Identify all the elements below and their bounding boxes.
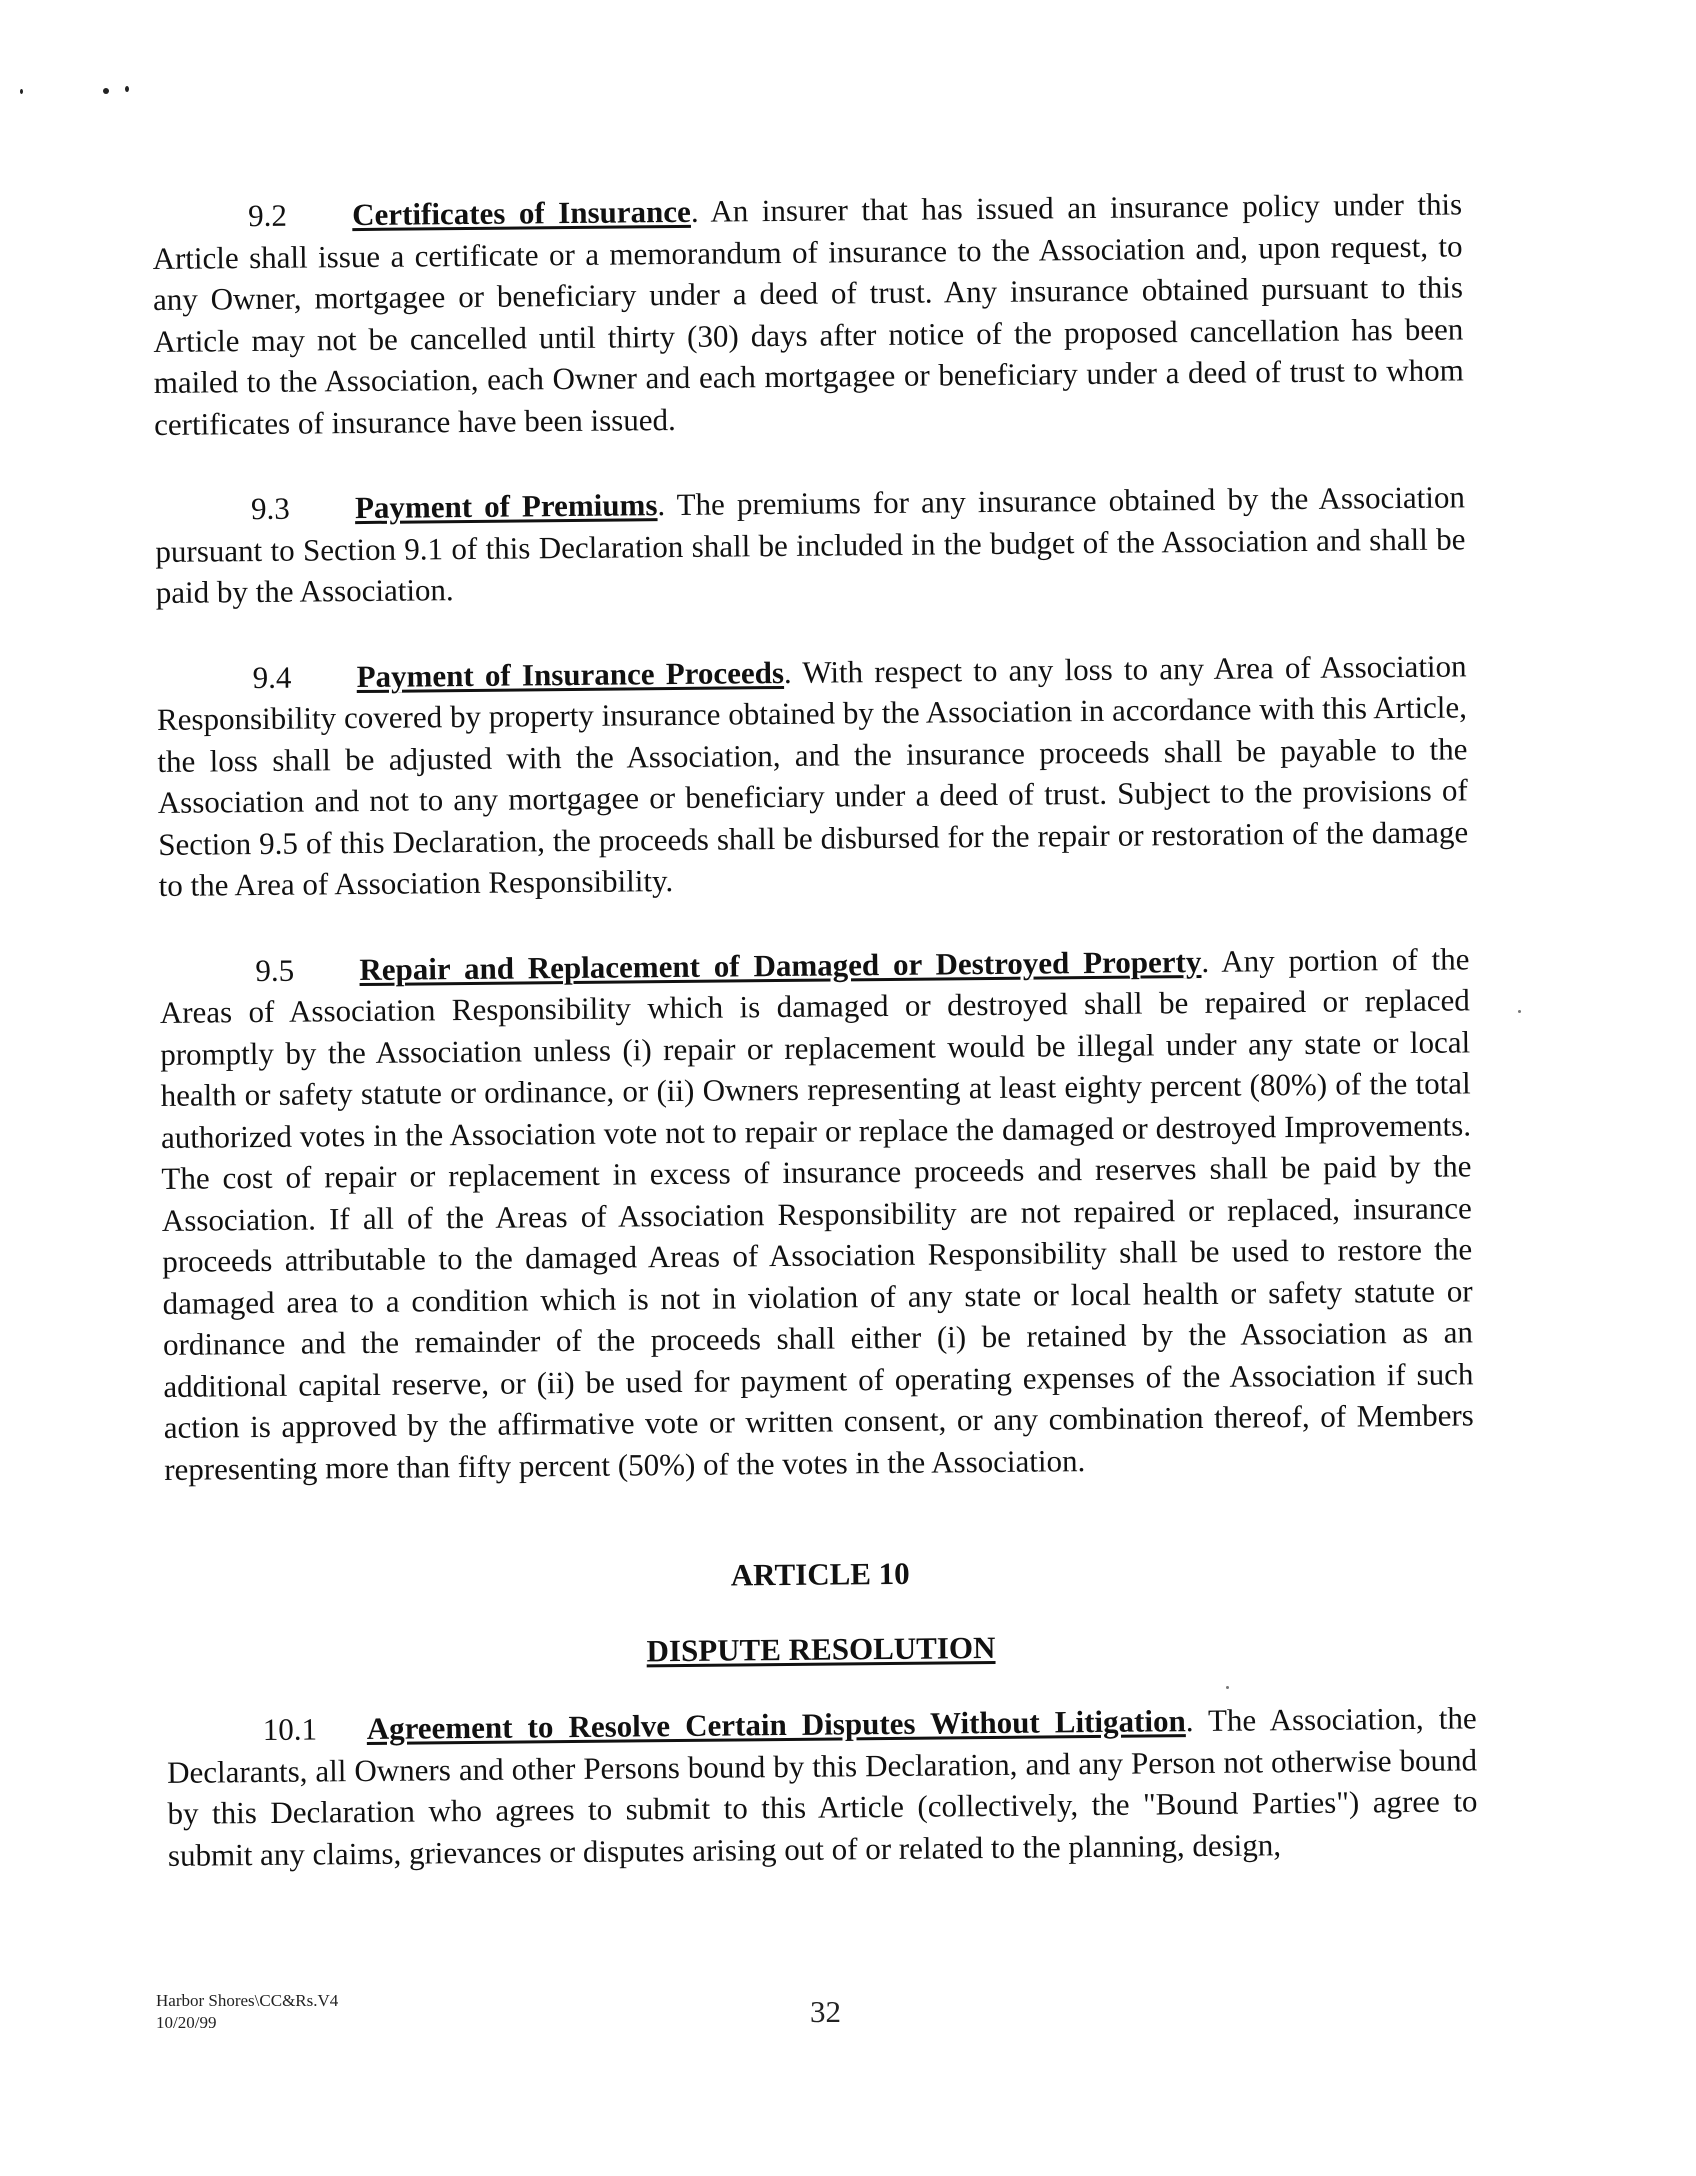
article-subheading: DISPUTE RESOLUTION	[646, 1629, 996, 1669]
section-number: 9.3	[250, 490, 290, 527]
section-title: Payment of Premiums	[354, 487, 658, 526]
page-number: 32	[810, 1994, 841, 2029]
section-text: . An insurer that has issued an insurance policy under this Article shall issue a certificate or a memorandum of insurance to the Association and, upon request, to any Owner, mortgagee or beneficiary under a deed of trust. Any insurance obtained pursuant to this Article may not be cancelled until thirty (30) days after notice of the proposed cancellation has been mailed to the Association, each Owner and each mortgagee or beneficiary under a deed of trust to whom certificates of insurance have been issued.	[152, 186, 1464, 442]
article-heading: ARTICLE 10	[730, 1555, 910, 1593]
section-9-2	[152, 183, 1464, 445]
footer-file-info	[156, 1990, 338, 2034]
section-10-1	[167, 1697, 1479, 1876]
footer-date: 10/20/99	[156, 2013, 217, 2032]
section-9-3	[155, 476, 1466, 613]
section-title: Payment of Insurance Proceeds	[356, 654, 785, 694]
section-title: Certificates of Insurance	[352, 193, 692, 233]
section-number: 9.2	[248, 197, 288, 234]
section-number: 10.1	[262, 1711, 318, 1748]
section-text: . The premiums for any insurance obtained by the Association pursuant to Section 9.1 of this Declaration shall be included in the budget of the Association and shall be paid by the Association.	[155, 479, 1466, 610]
section-title: Agreement to Resolve Certain Disputes Without Litigation	[366, 1703, 1186, 1747]
section-title: Repair and Replacement of Damaged or Destroyed Property	[359, 943, 1202, 987]
scan-specks	[20, 85, 150, 105]
section-9-4	[156, 645, 1468, 907]
section-number: 9.4	[252, 659, 292, 695]
footer-file-ref: Harbor Shores\CC&Rs.V4	[156, 1991, 339, 2010]
scan-dot	[1518, 1010, 1521, 1013]
section-9-5	[159, 938, 1474, 1490]
section-number: 9.5	[255, 952, 295, 988]
section-text: . The Association, the Declarants, all Owners and other Persons bound by this Declaration, and any Person not otherwise bound by this Declaration who agrees to submit to this Article (collectively, the "Bound Parties") agree to submit any claims, grievances or disputes arising out of or related to the planning, design,	[166, 1700, 1478, 1873]
document-body	[152, 183, 1478, 1919]
scan-dot	[1226, 1686, 1229, 1689]
section-text: . Any portion of the Areas of Association Responsibility which is damaged or destroyed shall be repaired or replaced promptly by the Association unless (i) repair or replacement would be illegal under any state or local health or safety statute or ordinance, or (ii) Owners representing at least eighty percent (80%) of the total authorized votes in the Association vote not to repair or replace the damaged or destroyed Improvements. The cost of repair or replacement in excess of insurance proceeds and reserves shall be paid by the Association. If all of the Areas of Association Responsibility are not repaired or replaced, insurance proceeds attributable to the damaged Areas of Association Responsibility shall be used to restore the damaged area to a condition which is not in violation of any state or local health or safety statute or ordinance and the remainder of the proceeds shall either (i) be retained by the Association as an additional capital reserve, or (ii) be used for payment of operating expenses of the Association if such action is approved by the affirmative vote or written consent, or any combination thereof, of Members representing more than fifty percent (50%) of the votes in the Association.	[159, 940, 1474, 1487]
section-text: . With respect to any loss to any Area of Association Responsibility covered by property insurance obtained by the Association in accordance with this Article, the loss shall be adjusted with the Association, and the insurance proceeds shall be payable to the Association and not to any mortgagee or beneficiary under a deed of trust. Subject to the provisions of Section 9.5 of this Declaration, the proceeds shall be disbursed for the repair or restoration of the damage to the Area of Association Responsibility.	[156, 647, 1469, 903]
